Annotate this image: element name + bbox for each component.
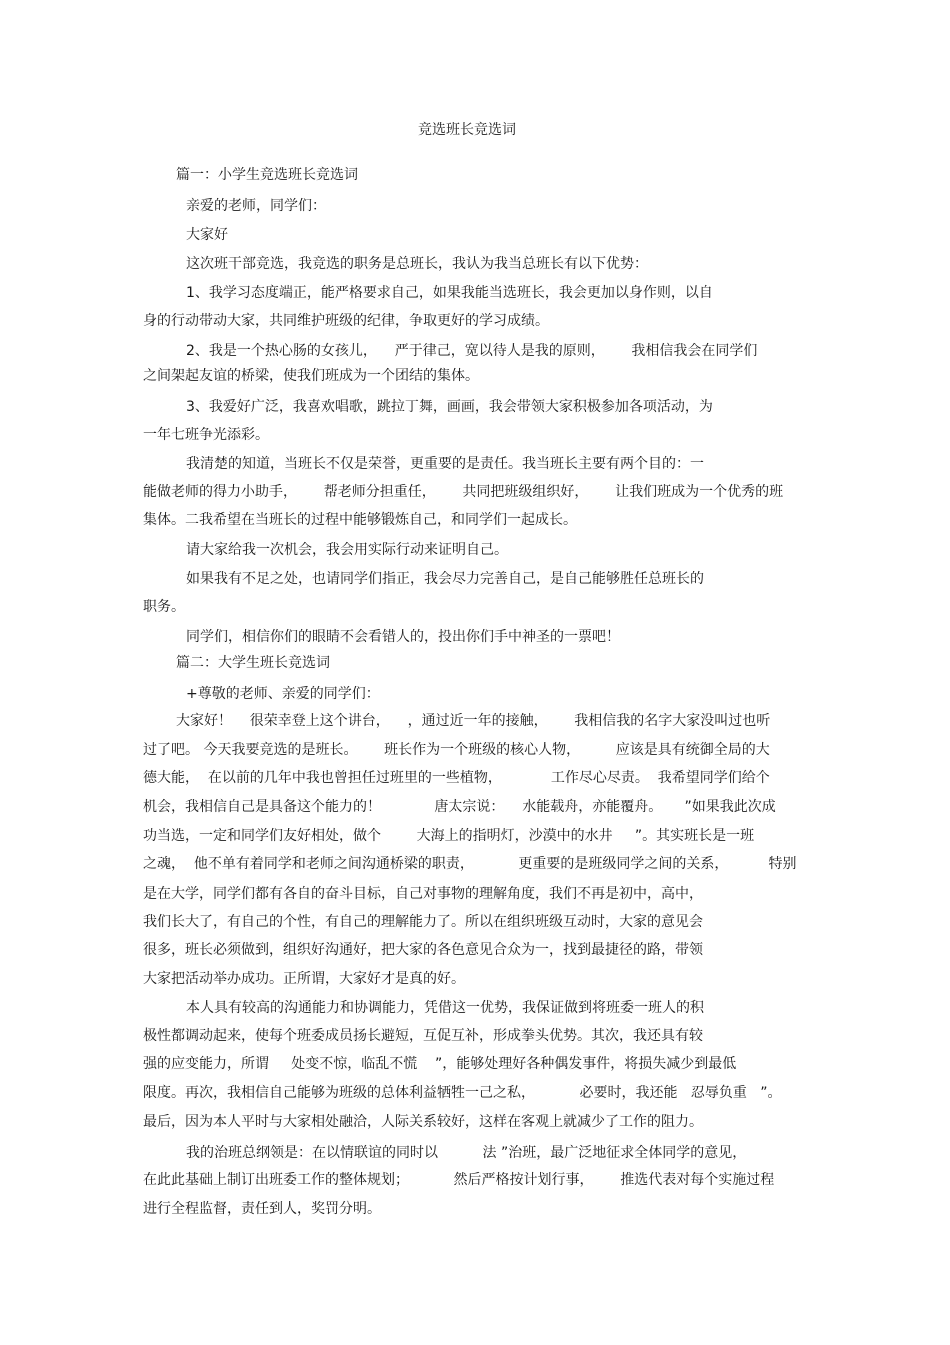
paragraph-line: 我们长大了，有自己的个性，有自己的理解能力了。所以在组织班级互动时，大家的意见会 (143, 914, 703, 930)
paragraph-line: 极性都调动起来，使每个班委成员扬长避短，互促互补，形成拳头优势。其次，我还具有较 (143, 1028, 703, 1044)
paragraph-line: 之间架起友谊的桥梁，使我们班成为一个团结的集体。 (143, 368, 479, 384)
section-heading-2: 篇二：大学生班长竞选词 (176, 655, 330, 671)
paragraph-line: 请大家给我一次机会，我会用实际行动来证明自己。 (186, 542, 508, 558)
paragraph-line: 同学们，相信你们的眼睛不会看错人的，投出你们手中神圣的一票吧！ (186, 629, 620, 645)
paragraph-line: 是在大学，同学们都有各自的奋斗目标，自己对事物的理解角度，我们不再是初中，高中， (143, 886, 703, 902)
paragraph-line: 德大能， 在以前的几年中我也曾担任过班里的一些植物， 工作尽心尽责。 我希望同学们给个 (143, 770, 770, 786)
paragraph-line: 一年七班争光添彩。 (143, 427, 269, 443)
paragraph-line: 2、我是一个热心肠的女孩儿， 严于律己，宽以待人是我的原则， 我相信我会在同学们 (186, 343, 758, 359)
paragraph-line: 在此此基础上制订出班委工作的整体规划； 然后严格按计划行事， 推选代表对每个实施过程 (143, 1172, 775, 1188)
paragraph-line: 过了吧。 今天我要竞选的是班长。 班长作为一个班级的核心人物， 应该是具有统御全局的大 (143, 742, 770, 758)
paragraph-line: 大家好 (186, 227, 228, 243)
paragraph-line: 大家好！ 很荣幸登上这个讲台， ，通过近一年的接触， 我相信我的名字大家没叫过也听 (176, 713, 771, 729)
paragraph-line: 身的行动带动大家，共同维护班级的纪律，争取更好的学习成绩。 (143, 313, 549, 329)
paragraph-line: 很多，班长必须做到，组织好沟通好，把大家的各色意见合众为一，找到最捷径的路，带领 (143, 942, 703, 958)
paragraph-line: 集体。二我希望在当班长的过程中能够锻炼自己，和同学们一起成长。 (143, 512, 577, 528)
paragraph-line: 限度。再次，我相信自己能够为班级的总体利益牺牲一己之私， 必要时，我还能 忍辱负重 ”。 (143, 1085, 782, 1101)
paragraph-line: 最后，因为本人平时与大家相处融洽，人际关系较好，这样在客观上就减少了工作的阻力。 (143, 1114, 703, 1130)
document-title: 竞选班长竞选词 (418, 122, 516, 138)
paragraph-line: 进行全程监督，责任到人，奖罚分明。 (143, 1201, 381, 1217)
paragraph-line: 本人具有较高的沟通能力和协调能力，凭借这一优势，我保证做到将班委一班人的积 (186, 1000, 704, 1016)
paragraph-line: 这次班干部竞选，我竞选的职务是总班长，我认为我当总班长有以下优势： (186, 256, 648, 272)
paragraph-line: 亲爱的老师，同学们： (186, 198, 326, 214)
section-heading-1: 篇一：小学生竞选班长竞选词 (176, 167, 358, 183)
paragraph-line: 之魂， 他不单有着同学和老师之间沟通桥梁的职责， 更重要的是班级同学之间的关系， 特别 (143, 856, 797, 872)
paragraph-line: 1、我学习态度端正，能严格要求自己，如果我能当选班长，我会更加以身作则，以自 (186, 285, 713, 301)
paragraph-line: +尊敬的老师、亲爱的同学们： (186, 686, 380, 702)
paragraph-line: 强的应变能力，所谓 处变不惊，临乱不慌 ”，能够处理好各种偶发事件，将损失减少到最低 (143, 1056, 737, 1072)
paragraph-line: 职务。 (143, 599, 185, 615)
paragraph-line: 我的治班总纲领是：在以情联谊的同时以 法 ”治班，最广泛地征求全体同学的意见， (186, 1145, 747, 1161)
paragraph-line: 如果我有不足之处，也请同学们指正，我会尽力完善自己，是自己能够胜任总班长的 (186, 571, 704, 587)
paragraph-line: 3、我爱好广泛，我喜欢唱歌，跳拉丁舞，画画，我会带领大家积极参加各项活动，为 (186, 399, 713, 415)
paragraph-line: 大家把活动举办成功。正所谓，大家好才是真的好。 (143, 971, 465, 987)
paragraph-line: 我清楚的知道，当班长不仅是荣誉，更重要的是责任。我当班长主要有两个目的：一 (186, 456, 704, 472)
paragraph-line: 功当选，一定和同学们友好相处，做个 大海上的指明灯，沙漠中的水井 ”。其实班长是一班 (143, 828, 755, 844)
paragraph-line: 机会，我相信自己是具备这个能力的！ 唐太宗说： 水能载舟，亦能覆舟。 ”如果我此次成 (143, 799, 776, 815)
paragraph-line: 能做老师的得力小助手， 帮老师分担重任， 共同把班级组织好， 让我们班成为一个优秀的班 (143, 484, 784, 500)
